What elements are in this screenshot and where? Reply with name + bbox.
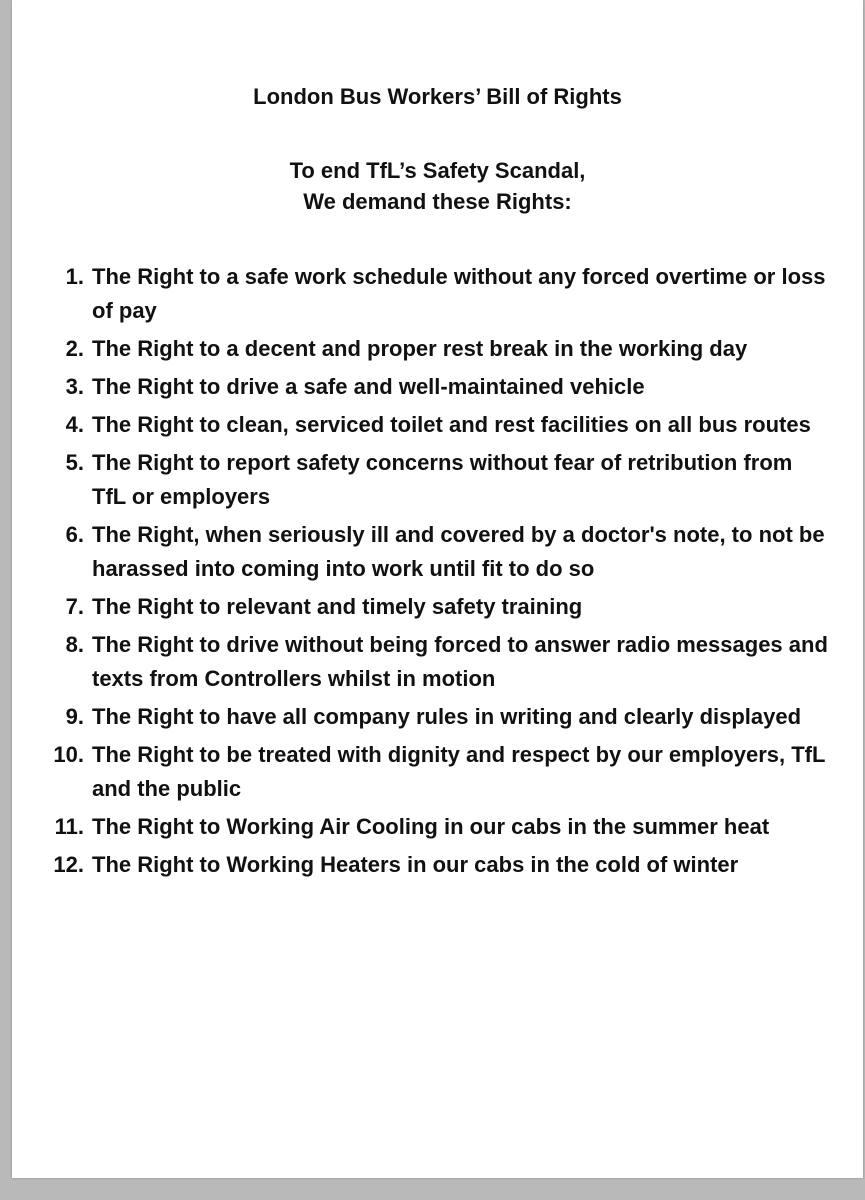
document-page	[12, 0, 863, 1178]
subtitle-line-1: To end TfL’s Safety Scandal,	[289, 158, 586, 183]
rights-list	[12, 260, 832, 886]
document-subtitle	[12, 155, 863, 217]
right-text: The Right to clean, serviced toilet and rest facilities on all bus routes	[92, 412, 811, 437]
right-number: 3.	[65, 374, 84, 399]
right-item	[12, 446, 832, 514]
document-title: London Bus Workers’ Bill of Rights	[253, 84, 622, 109]
right-text: The Right to Working Air Cooling in our cabs in the summer heat	[92, 814, 770, 839]
right-number: 5.	[65, 450, 84, 475]
right-text: The Right to drive a safe and well-maintained vehicle	[92, 374, 645, 399]
right-number: 11.	[54, 814, 84, 839]
right-number: 12.	[53, 852, 84, 877]
right-item	[12, 518, 832, 586]
right-text: The Right to report safety concerns without fear of retribution from TfL or employers	[92, 450, 793, 509]
right-text: The Right to be treated with dignity and respect by our employers, TfL and the public	[92, 742, 826, 801]
right-item	[12, 332, 832, 366]
right-item	[12, 370, 832, 404]
right-number: 10.	[53, 742, 84, 767]
right-item	[12, 628, 832, 696]
right-item	[12, 700, 832, 734]
right-number: 1.	[65, 264, 84, 289]
right-item	[12, 590, 832, 624]
right-text: The Right to relevant and timely safety training	[92, 594, 583, 619]
right-number: 8.	[65, 632, 84, 657]
right-text: The Right to a decent and proper rest break in the working day	[92, 336, 748, 361]
right-item	[12, 408, 832, 442]
right-item	[12, 848, 832, 882]
right-text: The Right, when seriously ill and covered by a doctor's note, to not be harassed into coming into work until fit to do so	[92, 522, 825, 581]
right-item	[12, 260, 832, 328]
subtitle-line-2: We demand these Rights:	[303, 189, 572, 214]
right-text: The Right to drive without being forced to answer radio messages and texts from Controllers whilst in motion	[92, 632, 828, 691]
right-number: 2.	[65, 336, 84, 361]
right-text: The Right to Working Heaters in our cabs in the cold of winter	[92, 852, 739, 877]
right-text: The Right to a safe work schedule without any forced overtime or loss of pay	[92, 264, 826, 323]
right-item	[12, 810, 832, 844]
right-number: 6.	[65, 522, 84, 547]
right-item	[12, 738, 832, 806]
right-text: The Right to have all company rules in writing and clearly displayed	[92, 704, 802, 729]
right-number: 7.	[65, 594, 84, 619]
right-number: 4.	[65, 412, 84, 437]
right-number: 9.	[65, 704, 84, 729]
